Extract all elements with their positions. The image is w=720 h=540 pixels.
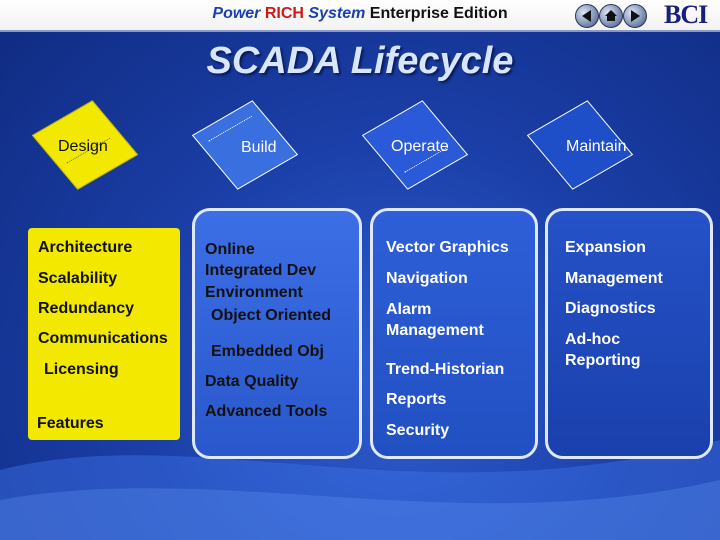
- operate-item: Management: [386, 322, 484, 339]
- design-item: Architecture: [38, 239, 133, 256]
- design-item: Scalability: [38, 270, 118, 287]
- operate-item: Vector Graphics: [386, 239, 509, 256]
- design-item: Redundancy: [38, 300, 135, 317]
- phase-build: Build: [241, 139, 277, 156]
- maintain-item: Expansion: [565, 239, 646, 256]
- phase-operate: Operate: [391, 138, 449, 155]
- home-icon[interactable]: [599, 4, 623, 28]
- maintain-item: Ad-hoc: [565, 331, 621, 348]
- build-item: Object Oriented: [211, 307, 332, 324]
- title-edition: Enterprise Edition: [369, 5, 508, 22]
- build-item: Data Quality: [205, 373, 299, 390]
- design-item: Communications: [38, 330, 168, 347]
- design-item: Licensing: [44, 361, 119, 378]
- operate-item: Reports: [386, 391, 447, 408]
- forward-arrow-icon[interactable]: [623, 4, 647, 28]
- maintain-item: Management: [565, 270, 663, 287]
- bci-logo: BCI: [664, 0, 708, 29]
- back-arrow-icon[interactable]: [575, 4, 599, 28]
- build-item: Embedded Obj: [211, 343, 324, 360]
- header-bar: [0, 0, 720, 32]
- phase-design: Design: [58, 138, 108, 155]
- operate-item: Alarm: [386, 301, 432, 318]
- maintain-item: Reporting: [565, 352, 641, 369]
- title-rich: RICH: [264, 5, 304, 22]
- build-item: Advanced Tools: [205, 403, 328, 420]
- phase-maintain: Maintain: [566, 138, 627, 155]
- operate-item: Navigation: [386, 270, 468, 287]
- build-item: Online: [205, 241, 255, 258]
- operate-item: Security: [386, 422, 450, 439]
- title-power: Power: [212, 5, 261, 22]
- design-item: Features: [37, 415, 104, 432]
- maintain-item: Diagnostics: [565, 300, 656, 317]
- page-title: SCADA Lifecycle: [206, 40, 514, 82]
- operate-item: Trend-Historian: [386, 361, 505, 378]
- title-system: System: [308, 5, 366, 22]
- build-item: Environment: [205, 284, 303, 301]
- build-item: Integrated Dev: [205, 262, 317, 279]
